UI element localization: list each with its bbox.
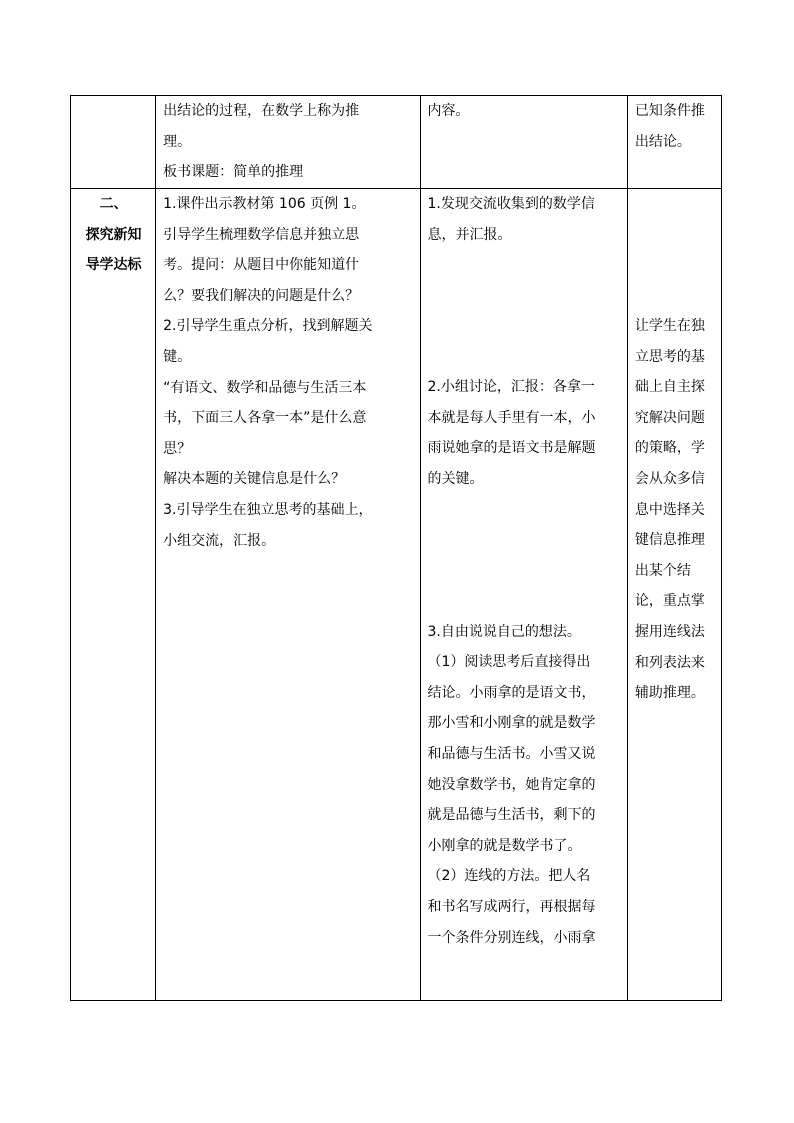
text-line: 2.小组讨论，汇报：各拿一 (427, 379, 595, 396)
stage-cell (71, 96, 156, 189)
text-line: 结论。小雨拿的是语文书， (427, 684, 596, 701)
text-line: 会从众多信 (634, 470, 705, 487)
design-intent-text (635, 311, 715, 709)
student-activity-cell (420, 189, 627, 1001)
text-line: 究解决问题 (634, 409, 705, 426)
text-line: 已知条件推 (634, 103, 705, 119)
text-line: 论，重点掌 (634, 593, 705, 610)
text-line: 和品德与生活书。小雪又说 (427, 745, 596, 762)
text-line: 让学生在独 (634, 318, 705, 334)
text-line: 小刚拿的就是数学书了。 (427, 837, 582, 854)
table-row (71, 96, 722, 189)
text-line: 那小雪和小刚拿的就是数学 (427, 715, 596, 732)
student-block-1 (428, 189, 621, 250)
text-line: 3.引导学生在独立思考的基础上， (163, 501, 373, 518)
text-line: 辅助推理。 (634, 685, 705, 702)
text-line: 考。提问：从题目中你能知道什 (163, 257, 360, 274)
text-line: 和书名写成两行，再根据每 (427, 898, 596, 915)
text-line: 么？要我们解决的问题是什么？ (163, 287, 360, 304)
stage-title: 导学达标 (85, 257, 142, 274)
text-line: 一个条件分别连线，小雨拿 (427, 929, 596, 946)
text-line: 础上自主探 (634, 379, 705, 396)
text-line: “有语文、数学和品德与生活三本 (163, 379, 367, 396)
text-line: 的关键。 (427, 470, 484, 487)
text-line: 理。 (163, 133, 192, 150)
text-line: 和列表法来 (634, 654, 705, 671)
text-line: 3.自由说说自己的想法。 (427, 623, 581, 640)
teacher-activity-cell (156, 96, 420, 189)
text-line: 2.引导学生重点分析，找到解题关 (163, 318, 373, 335)
text-line: 雨说她拿的是语文书是解题 (427, 440, 596, 457)
student-block-2 (428, 372, 621, 494)
text-line: 内容。 (427, 103, 470, 119)
text-line: 息，并汇报。 (427, 226, 512, 243)
design-intent-cell (627, 96, 721, 189)
text-line: 就是品德与生活书，剩下的 (427, 807, 596, 824)
text-line: 1.发现交流收集到的数学信 (427, 196, 595, 212)
lesson-plan-table (70, 95, 722, 1001)
table-row (71, 189, 722, 1001)
student-block-3 (428, 617, 621, 954)
text-line: 键。 (163, 348, 192, 365)
text-line: 出结论的过程，在数学上称为推 (163, 103, 360, 119)
student-activity-cell (420, 96, 627, 189)
text-line: 键信息推理 (634, 532, 705, 549)
text-line: 板书课题：简单的推理 (163, 164, 304, 181)
design-intent-cell (627, 189, 721, 1001)
text-line: 引导学生梳理数学信息并独立思 (163, 226, 360, 243)
stage-cell (71, 189, 156, 1001)
text-line: 思？ (163, 440, 192, 457)
text-line: 握用连线法 (634, 623, 705, 640)
text-line: 出结论。 (634, 133, 691, 150)
text-line: （2）连线的方法。把人名 (427, 868, 591, 885)
text-line: 1.课件出示教材第 106 页例 1。 (163, 196, 366, 212)
text-line: 小组交流，汇报。 (163, 532, 276, 549)
text-line: 书，下面三人各拿一本”是什么意 (163, 410, 367, 427)
text-line: （1）阅读思考后直接得出 (427, 654, 591, 671)
text-line: 本就是每人手里有一本，小 (427, 409, 596, 426)
teacher-activity-cell (156, 189, 420, 1001)
text-line: 她没拿数学书，她肯定拿的 (427, 776, 596, 793)
stage-number: 二、 (99, 196, 128, 212)
text-line: 立思考的基 (634, 348, 705, 365)
stage-title: 探究新知 (85, 226, 142, 243)
text-line: 的策略，学 (634, 440, 705, 457)
text-line: 解决本题的关键信息是什么？ (163, 471, 346, 488)
text-line: 出某个结 (634, 562, 691, 579)
text-line: 息中选择关 (634, 501, 705, 518)
